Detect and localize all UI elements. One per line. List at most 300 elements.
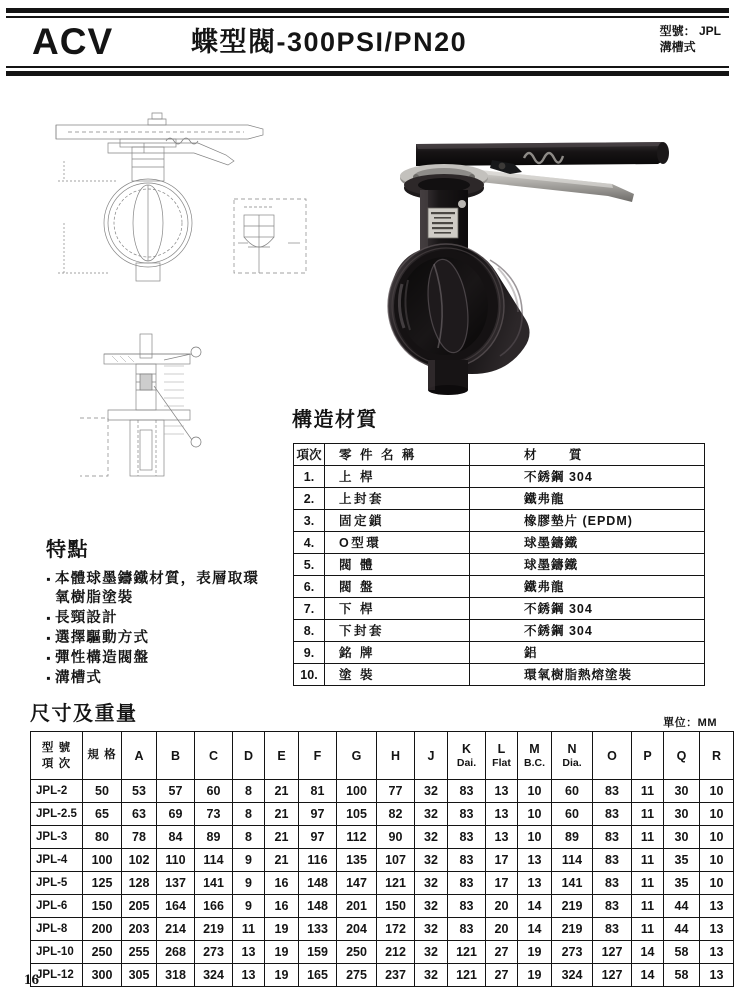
dimensions-cell: 219 <box>552 895 593 918</box>
material-value: 球墨鑄鐵 <box>470 554 705 576</box>
dimensions-cell: 32 <box>415 849 448 872</box>
bullet-icon: ▪ <box>46 651 51 665</box>
dimensions-cell: 127 <box>593 964 632 987</box>
list-item <box>42 609 300 628</box>
dimensions-cell: 148 <box>299 895 337 918</box>
dimensions-cell: 83 <box>448 895 486 918</box>
dimensions-cell: 21 <box>265 849 299 872</box>
dimensions-header-letter: A <box>134 748 144 763</box>
dimensions-cell: 44 <box>664 895 700 918</box>
dimensions-cell: 13 <box>700 895 734 918</box>
dimensions-cell: 203 <box>122 918 157 941</box>
dimensions-cell: 97 <box>299 826 337 849</box>
material-value: 不銹鋼 304 <box>470 598 705 620</box>
material-index: 6. <box>294 576 325 598</box>
model-designation <box>660 23 721 55</box>
dimensions-cell: 10 <box>700 826 734 849</box>
material-index: 5. <box>294 554 325 576</box>
dimensions-cell: 237 <box>377 964 415 987</box>
dimensions-header-b <box>157 732 195 780</box>
dimensions-cell: 164 <box>157 895 195 918</box>
model-number-line: 型號： JPL <box>659 24 721 38</box>
dimensions-cell: 83 <box>448 918 486 941</box>
dimensions-cell: 205 <box>122 895 157 918</box>
dimensions-header-letter: P <box>643 748 652 763</box>
dimensions-cell: 201 <box>337 895 377 918</box>
dimensions-cell: 83 <box>448 849 486 872</box>
dimensions-cell: 13 <box>700 964 734 987</box>
dimensions-header-letter: B <box>170 748 181 763</box>
dimensions-cell: 141 <box>552 872 593 895</box>
dimensions-cell: 83 <box>448 826 486 849</box>
feature-text: 溝槽式 <box>55 670 103 686</box>
dimensions-cell: 200 <box>83 918 122 941</box>
dimensions-cell: 159 <box>299 941 337 964</box>
material-index: 8. <box>294 620 325 642</box>
dimensions-cell: 10 <box>700 872 734 895</box>
dimensions-cell: 69 <box>157 803 195 826</box>
dimensions-cell: 219 <box>552 918 593 941</box>
dimensions-cell: 204 <box>337 918 377 941</box>
list-item <box>42 570 300 608</box>
dimensions-cell: 11 <box>632 849 664 872</box>
dimensions-cell: 166 <box>195 895 233 918</box>
dimensions-cell: 127 <box>593 941 632 964</box>
table-row <box>31 895 734 918</box>
dimensions-cell: 32 <box>415 918 448 941</box>
dimensions-cell: 100 <box>83 849 122 872</box>
list-item <box>42 649 300 668</box>
dimensions-table <box>30 731 734 987</box>
material-partname: 上封套 <box>325 488 470 510</box>
dimensions-cell: 16 <box>265 895 299 918</box>
table-row <box>31 849 734 872</box>
dimensions-cell: 11 <box>632 872 664 895</box>
materials-header-index: 項次 <box>294 444 325 466</box>
dimensions-cell: 32 <box>415 826 448 849</box>
dimensions-cell: 84 <box>157 826 195 849</box>
dimensions-unit-label: 單位：MM <box>663 717 717 729</box>
dimensions-cell: 27 <box>486 941 518 964</box>
table-row <box>294 620 705 642</box>
material-value: 環氧樹脂熱熔塗裝 <box>470 664 705 686</box>
valve-body <box>388 244 530 374</box>
table-row <box>31 941 734 964</box>
dimensions-cell: 133 <box>299 918 337 941</box>
dimensions-cell: 135 <box>337 849 377 872</box>
dimensions-cell: 324 <box>195 964 233 987</box>
dimensions-cell: 165 <box>299 964 337 987</box>
dimensions-cell: 214 <box>157 918 195 941</box>
dimensions-header-model <box>31 732 83 780</box>
model-type-line: 溝槽式 <box>659 40 696 54</box>
dimensions-cell: 19 <box>265 941 299 964</box>
header-rule-bottom-thick <box>6 71 729 76</box>
dimensions-cell: 35 <box>664 872 700 895</box>
dimensions-cell: 83 <box>593 918 632 941</box>
dimensions-cell: 114 <box>195 849 233 872</box>
dimensions-cell: 50 <box>83 780 122 803</box>
dimensions-cell: 300 <box>83 964 122 987</box>
materials-header-material: 材 質 <box>470 444 705 466</box>
dimensions-cell: 9 <box>233 895 265 918</box>
dimensions-header-g <box>337 732 377 780</box>
table-row <box>31 872 734 895</box>
material-index: 4. <box>294 532 325 554</box>
bullet-icon: ▪ <box>46 631 51 645</box>
dimensions-cell: 65 <box>83 803 122 826</box>
brand-logo: ACV <box>32 21 114 62</box>
dimensions-cell: 11 <box>632 826 664 849</box>
dimensions-cell: 273 <box>552 941 593 964</box>
dimensions-cell: 150 <box>377 895 415 918</box>
dimensions-cell: 13 <box>233 964 265 987</box>
dimensions-cell: 11 <box>632 895 664 918</box>
dimensions-model-label: JPL-3 <box>31 826 83 849</box>
dimensions-cell: 128 <box>122 872 157 895</box>
dimensions-cell: 32 <box>415 872 448 895</box>
dimensions-cell: 60 <box>552 780 593 803</box>
dimensions-cell: 16 <box>265 872 299 895</box>
table-row <box>294 642 705 664</box>
dimensions-model-label: JPL-10 <box>31 941 83 964</box>
dimensions-cell: 137 <box>157 872 195 895</box>
material-value: 鐵弗龍 <box>470 488 705 510</box>
dimensions-cell: 57 <box>157 780 195 803</box>
dimensions-cell: 275 <box>337 964 377 987</box>
dimensions-cell: 10 <box>700 849 734 872</box>
material-partname: 固定鎖 <box>325 510 470 532</box>
dimensions-header-sublabel: Dia. <box>562 757 582 769</box>
dimensions-header-sublabel: B.C. <box>524 757 545 769</box>
dimensions-cell: 305 <box>122 964 157 987</box>
table-row <box>294 598 705 620</box>
dimensions-cell: 11 <box>632 918 664 941</box>
valve-nameplate <box>428 208 458 238</box>
dimensions-header-letter: M <box>529 742 540 756</box>
dimensions-header-letter: C <box>208 748 219 763</box>
material-index: 7. <box>294 598 325 620</box>
dimensions-cell: 83 <box>593 872 632 895</box>
material-index: 2. <box>294 488 325 510</box>
material-partname: 閥 盤 <box>325 576 470 598</box>
material-partname: 下 桿 <box>325 598 470 620</box>
dimensions-cell: 83 <box>593 826 632 849</box>
dimensions-cell: 14 <box>518 918 552 941</box>
dimensions-header-letter: G <box>351 748 362 763</box>
dimensions-cell: 250 <box>83 941 122 964</box>
dimensions-cell: 20 <box>486 895 518 918</box>
page-number: 16 <box>24 972 39 988</box>
dimensions-cell: 147 <box>337 872 377 895</box>
dimensions-header-letter: E <box>277 748 286 763</box>
dimensions-header-sublabel: Flat <box>492 757 511 769</box>
dimensions-cell: 83 <box>448 780 486 803</box>
material-partname: 銘 牌 <box>325 642 470 664</box>
dimensions-cell: 100 <box>337 780 377 803</box>
table-row <box>31 964 734 987</box>
dimensions-cell: 110 <box>157 849 195 872</box>
dimensions-cell: 21 <box>265 780 299 803</box>
material-index: 9. <box>294 642 325 664</box>
materials-table <box>293 443 705 686</box>
technical-drawing-section-view <box>78 330 288 480</box>
dimensions-header-a <box>122 732 157 780</box>
dimensions-header-d <box>233 732 265 780</box>
material-index: 1. <box>294 466 325 488</box>
dimensions-cell: 10 <box>700 803 734 826</box>
valve-squeeze-grip <box>480 170 634 202</box>
technical-drawing-front-view <box>48 103 348 283</box>
dimensions-header-letter: K <box>461 742 472 756</box>
dimensions-cell: 318 <box>157 964 195 987</box>
dimensions-header-p <box>632 732 664 780</box>
dimensions-cell: 14 <box>632 964 664 987</box>
product-photo-butterfly-valve <box>372 108 702 398</box>
dimensions-cell: 32 <box>415 941 448 964</box>
dimensions-cell: 17 <box>486 872 518 895</box>
dimensions-cell: 8 <box>233 803 265 826</box>
dimensions-cell: 8 <box>233 826 265 849</box>
dimensions-cell: 10 <box>700 780 734 803</box>
dimensions-header-l <box>486 732 518 780</box>
dimensions-cell: 172 <box>377 918 415 941</box>
dimensions-cell: 44 <box>664 918 700 941</box>
dimensions-cell: 14 <box>518 895 552 918</box>
dimensions-cell: 78 <box>122 826 157 849</box>
dimensions-cell: 13 <box>486 780 518 803</box>
table-row <box>294 510 705 532</box>
material-partname: 下封套 <box>325 620 470 642</box>
material-partname: O型環 <box>325 532 470 554</box>
material-value: 橡膠墊片 (EPDM) <box>470 510 705 532</box>
dimensions-cell: 27 <box>486 964 518 987</box>
dimensions-header-letter: D <box>243 748 254 763</box>
dimensions-header-q <box>664 732 700 780</box>
dimensions-cell: 32 <box>415 803 448 826</box>
dimensions-cell: 30 <box>664 803 700 826</box>
list-item <box>42 629 300 648</box>
dimensions-cell: 32 <box>415 895 448 918</box>
valve-bottom-stub <box>428 360 468 395</box>
dimensions-header-letter: F <box>313 748 322 763</box>
dimensions-header-letter: J <box>427 748 435 763</box>
dimensions-model-label: JPL-12 <box>31 964 83 987</box>
dimensions-cell: 114 <box>552 849 593 872</box>
dimensions-cell: 10 <box>518 826 552 849</box>
dimensions-cell: 13 <box>518 872 552 895</box>
dimensions-model-label: JPL-4 <box>31 849 83 872</box>
dimensions-header-n <box>552 732 593 780</box>
dimensions-cell: 141 <box>195 872 233 895</box>
list-item <box>42 669 300 688</box>
dimensions-cell: 13 <box>486 826 518 849</box>
dimensions-cell: 80 <box>83 826 122 849</box>
dimensions-cell: 8 <box>233 780 265 803</box>
dimensions-header-j <box>415 732 448 780</box>
feature-text: 長頸設計 <box>55 610 118 626</box>
dimensions-cell: 255 <box>122 941 157 964</box>
dimensions-model-label: JPL-8 <box>31 918 83 941</box>
material-value: 不銹鋼 304 <box>470 466 705 488</box>
dimensions-cell: 212 <box>377 941 415 964</box>
dimensions-cell: 32 <box>415 780 448 803</box>
material-value: 鐵弗龍 <box>470 576 705 598</box>
dimensions-header-sublabel: Dai. <box>456 757 477 769</box>
dimensions-model-label: JPL-5 <box>31 872 83 895</box>
table-row <box>294 554 705 576</box>
dimensions-cell: 21 <box>265 803 299 826</box>
dimensions-cell: 58 <box>664 941 700 964</box>
material-partname: 塗 裝 <box>325 664 470 686</box>
dimensions-cell: 219 <box>195 918 233 941</box>
dimensions-cell: 250 <box>337 941 377 964</box>
table-row <box>294 466 705 488</box>
table-row <box>294 532 705 554</box>
material-index: 10. <box>294 664 325 686</box>
dimensions-cell: 11 <box>233 918 265 941</box>
dimensions-cell: 32 <box>415 964 448 987</box>
dimensions-cell: 83 <box>448 872 486 895</box>
dimensions-cell: 30 <box>664 826 700 849</box>
dimensions-header-letter: N <box>567 742 577 756</box>
bullet-icon: ▪ <box>46 572 51 586</box>
bullet-icon: ▪ <box>46 671 51 685</box>
dimensions-cell: 20 <box>486 918 518 941</box>
table-row <box>31 780 734 803</box>
dimensions-cell: 121 <box>448 964 486 987</box>
dimensions-cell: 9 <box>233 872 265 895</box>
material-index: 3. <box>294 510 325 532</box>
dimensions-cell: 105 <box>337 803 377 826</box>
dimensions-cell: 83 <box>448 803 486 826</box>
dimensions-cell: 83 <box>593 780 632 803</box>
dimensions-header-letter: Q <box>676 748 687 763</box>
dimensions-cell: 19 <box>518 941 552 964</box>
bullet-icon: ▪ <box>46 611 51 625</box>
dimensions-cell: 13 <box>233 941 265 964</box>
dimensions-cell: 60 <box>552 803 593 826</box>
dimensions-cell: 35 <box>664 849 700 872</box>
dimensions-cell: 107 <box>377 849 415 872</box>
dimensions-cell: 89 <box>195 826 233 849</box>
dimensions-cell: 324 <box>552 964 593 987</box>
dimensions-cell: 10 <box>518 780 552 803</box>
dimensions-model-label: JPL-2.5 <box>31 803 83 826</box>
dimensions-header-c <box>195 732 233 780</box>
dimensions-header-spec: 規 格 <box>83 732 122 780</box>
dimensions-cell: 83 <box>593 895 632 918</box>
dimensions-cell: 30 <box>664 780 700 803</box>
dimensions-cell: 13 <box>700 941 734 964</box>
dimensions-header-o <box>593 732 632 780</box>
dimensions-header-letter: O <box>607 748 617 763</box>
dimensions-cell: 19 <box>265 918 299 941</box>
dimensions-cell: 112 <box>337 826 377 849</box>
dimensions-header-letter: R <box>711 748 722 763</box>
dimensions-cell: 89 <box>552 826 593 849</box>
dimensions-cell: 60 <box>195 780 233 803</box>
dimensions-section-heading: 尺寸及重量 <box>30 703 138 725</box>
material-partname: 上 桿 <box>325 466 470 488</box>
table-row <box>31 826 734 849</box>
dimensions-cell: 77 <box>377 780 415 803</box>
feature-text: 彈性構造閥盤 <box>55 650 150 666</box>
table-row <box>294 576 705 598</box>
dimensions-cell: 121 <box>377 872 415 895</box>
dimensions-cell: 125 <box>83 872 122 895</box>
dimensions-cell: 17 <box>486 849 518 872</box>
dimensions-cell: 97 <box>299 803 337 826</box>
dimensions-cell: 13 <box>700 918 734 941</box>
material-value: 球墨鑄鐵 <box>470 532 705 554</box>
dimensions-cell: 58 <box>664 964 700 987</box>
dimensions-header-f <box>299 732 337 780</box>
dimensions-cell: 121 <box>448 941 486 964</box>
dimensions-header-k <box>448 732 486 780</box>
dimensions-cell: 83 <box>593 803 632 826</box>
dimensions-cell: 19 <box>265 964 299 987</box>
materials-header-partname: 零 件 名 稱 <box>325 444 470 466</box>
dimensions-header-letter: L <box>497 742 506 756</box>
dimensions-header-model-line1: 型 號 <box>41 741 72 754</box>
dimensions-model-label: JPL-6 <box>31 895 83 918</box>
dimensions-cell: 10 <box>518 803 552 826</box>
dimensions-cell: 21 <box>265 826 299 849</box>
dimensions-header-model-line2: 項 次 <box>41 757 72 770</box>
features-list <box>42 570 300 689</box>
dimensions-cell: 11 <box>632 780 664 803</box>
dimensions-cell: 150 <box>83 895 122 918</box>
dimensions-cell: 148 <box>299 872 337 895</box>
dimensions-cell: 90 <box>377 826 415 849</box>
material-value: 鋁 <box>470 642 705 664</box>
dimensions-cell: 9 <box>233 849 265 872</box>
material-value: 不銹鋼 304 <box>470 620 705 642</box>
dimensions-cell: 14 <box>632 941 664 964</box>
dimensions-cell: 73 <box>195 803 233 826</box>
dimensions-header-letter: H <box>390 748 401 763</box>
table-row <box>294 488 705 510</box>
page-title: 蝶型閥-300PSI/PN20 <box>191 27 468 57</box>
dimensions-cell: 102 <box>122 849 157 872</box>
materials-table-header-row <box>294 444 705 466</box>
materials-section-heading: 構造材質 <box>292 409 378 431</box>
dimensions-cell: 273 <box>195 941 233 964</box>
dimensions-table-header-row <box>31 732 734 780</box>
dimensions-cell: 53 <box>122 780 157 803</box>
page-header <box>6 8 729 74</box>
dimensions-cell: 268 <box>157 941 195 964</box>
feature-text: 選擇驅動方式 <box>55 630 150 646</box>
dimensions-cell: 63 <box>122 803 157 826</box>
dimensions-cell: 82 <box>377 803 415 826</box>
dimensions-cell: 11 <box>632 803 664 826</box>
dimensions-cell: 19 <box>518 964 552 987</box>
dimensions-cell: 83 <box>593 849 632 872</box>
dimensions-header-e <box>265 732 299 780</box>
material-partname: 閥 體 <box>325 554 470 576</box>
features-section-heading: 特點 <box>46 539 89 561</box>
feature-text: 本體球墨鑄鐵材質，表層取環 氧樹脂塗裝 <box>55 571 260 606</box>
dimensions-cell: 13 <box>518 849 552 872</box>
table-row <box>31 918 734 941</box>
dimensions-header-m <box>518 732 552 780</box>
dimensions-model-label: JPL-2 <box>31 780 83 803</box>
dimensions-cell: 81 <box>299 780 337 803</box>
dimensions-header-h <box>377 732 415 780</box>
dimensions-cell: 116 <box>299 849 337 872</box>
